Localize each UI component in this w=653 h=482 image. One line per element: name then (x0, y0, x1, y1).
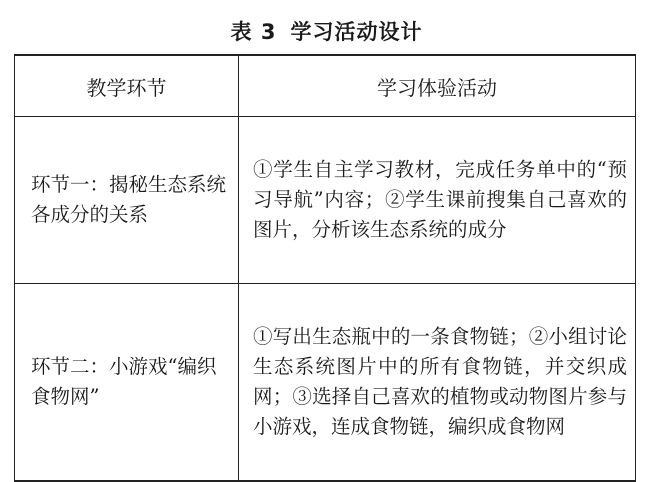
activity-cell: ①写出生态瓶中的一条食物链；②小组讨论生态系统图片中的所有食物链，并交织成网；③选择自己喜欢的植物或动物图片参与小游戏，连成食物链，编织成食物网 (239, 284, 636, 482)
table-title: 学习活动设计 (290, 20, 423, 44)
activity-cell: ①学生自主学习教材，完成任务单中的“预习导航”内容；②学生课前搜集自己喜欢的图片，分析该生态系统的成分 (239, 117, 636, 284)
table-row (15, 284, 636, 482)
header-teaching-stage: 教学环节 (15, 55, 239, 117)
activity-design-table (14, 54, 636, 482)
table-caption (0, 16, 653, 46)
table-header-row (15, 55, 636, 117)
stage-cell: 环节二：小游戏“编织食物网” (15, 284, 239, 482)
stage-cell: 环节一：揭秘生态系统各成分的关系 (15, 117, 239, 284)
table-number: 表 3 (230, 20, 277, 44)
table-row (15, 117, 636, 284)
header-learning-activity: 学习体验活动 (239, 55, 636, 117)
